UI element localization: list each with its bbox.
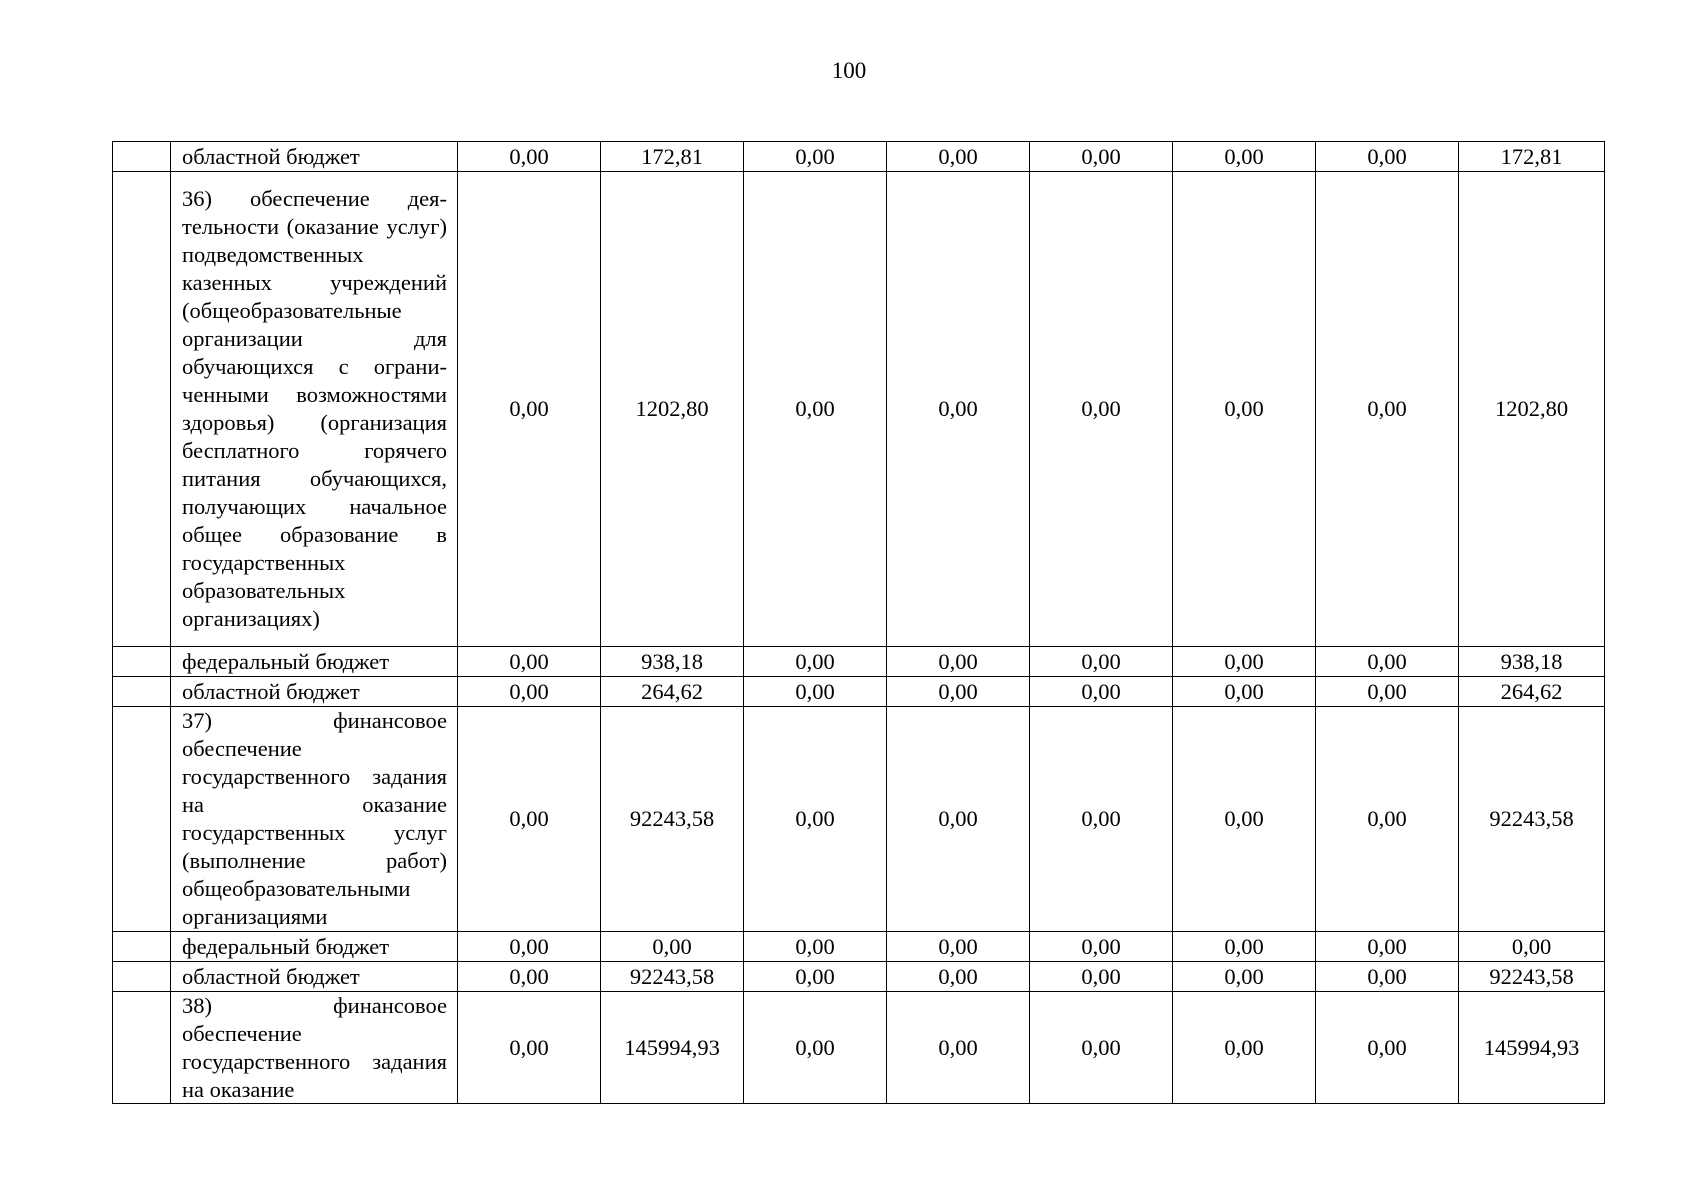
value-cell: 0,00 <box>458 172 601 647</box>
value-cell: 0,00 <box>1030 677 1173 707</box>
table-row <box>113 932 1605 962</box>
value-cell: 0,00 <box>1173 992 1316 1104</box>
value-cell: 0,00 <box>1173 707 1316 932</box>
value-cell: 0,00 <box>887 142 1030 172</box>
budget-table <box>112 141 1605 1104</box>
table-row <box>113 992 1605 1104</box>
value-cell: 0,00 <box>1316 647 1459 677</box>
value-cell: 0,00 <box>887 172 1030 647</box>
value-cell: 0,00 <box>458 707 601 932</box>
row-index-cell <box>113 992 171 1104</box>
value-cell: 0,00 <box>1030 932 1173 962</box>
value-cell: 0,00 <box>887 707 1030 932</box>
value-cell: 1202,80 <box>1459 172 1605 647</box>
value-cell: 0,00 <box>1316 992 1459 1104</box>
value-cell: 0,00 <box>1316 677 1459 707</box>
value-cell: 0,00 <box>1173 647 1316 677</box>
row-index-cell <box>113 707 171 932</box>
row-name-cell <box>171 992 458 1104</box>
table-row <box>113 677 1605 707</box>
value-cell: 0,00 <box>458 677 601 707</box>
value-cell: 92243,58 <box>601 707 744 932</box>
value-cell: 92243,58 <box>1459 707 1605 932</box>
row-name-cell: областной бюджет <box>171 142 458 172</box>
value-cell: 0,00 <box>744 992 887 1104</box>
value-cell: 0,00 <box>1030 647 1173 677</box>
row-name-cell: областной бюджет <box>171 962 458 992</box>
value-cell: 0,00 <box>1316 142 1459 172</box>
value-cell: 0,00 <box>744 707 887 932</box>
value-cell: 0,00 <box>458 992 601 1104</box>
row-name-cell: 37) финансовое обеспечение государственного задания на оказание государственных услуг (выполнение работ) общеобразовательными организациями <box>171 707 458 932</box>
value-cell: 938,18 <box>601 647 744 677</box>
value-cell: 0,00 <box>458 962 601 992</box>
row-name-cell: федеральный бюджет <box>171 647 458 677</box>
value-cell: 0,00 <box>1173 932 1316 962</box>
table-row <box>113 142 1605 172</box>
row-name-cell: 36) обеспечение деятельности (оказание услуг) подведомственных казенных учреждений (общеобразовательные организации для обучающихся с ограниченными возможностями здоровья) (организация бесплатного горячего питания обучающихся, получающих начальное общее образование в государственных образовательных организациях) <box>171 172 458 647</box>
value-cell: 0,00 <box>887 992 1030 1104</box>
value-cell: 0,00 <box>1173 677 1316 707</box>
value-cell: 0,00 <box>458 142 601 172</box>
value-cell: 0,00 <box>744 962 887 992</box>
row-index-cell <box>113 962 171 992</box>
value-cell: 0,00 <box>1316 962 1459 992</box>
value-cell: 0,00 <box>1316 172 1459 647</box>
table-row <box>113 962 1605 992</box>
row-name-cell: областной бюджет <box>171 677 458 707</box>
value-cell: 92243,58 <box>601 962 744 992</box>
value-cell: 1202,80 <box>601 172 744 647</box>
value-cell: 172,81 <box>601 142 744 172</box>
table-row <box>113 647 1605 677</box>
value-cell: 0,00 <box>1316 707 1459 932</box>
value-cell: 0,00 <box>601 932 744 962</box>
value-cell: 0,00 <box>887 962 1030 992</box>
value-cell: 145994,93 <box>1459 992 1605 1104</box>
value-cell: 938,18 <box>1459 647 1605 677</box>
row-index-cell <box>113 172 171 647</box>
row-name-cell: федеральный бюджет <box>171 932 458 962</box>
value-cell: 172,81 <box>1459 142 1605 172</box>
value-cell: 0,00 <box>458 932 601 962</box>
row-index-cell <box>113 932 171 962</box>
value-cell: 0,00 <box>1173 142 1316 172</box>
value-cell: 0,00 <box>744 677 887 707</box>
value-cell: 264,62 <box>1459 677 1605 707</box>
value-cell: 0,00 <box>744 142 887 172</box>
value-cell: 0,00 <box>1030 142 1173 172</box>
row-name-text: 38) финансовое обеспечение государственного задания на оказание <box>182 993 447 1102</box>
value-cell: 0,00 <box>887 647 1030 677</box>
row-index-cell <box>113 677 171 707</box>
value-cell: 0,00 <box>1030 707 1173 932</box>
value-cell: 0,00 <box>1173 172 1316 647</box>
table-row <box>113 707 1605 932</box>
value-cell: 264,62 <box>601 677 744 707</box>
value-cell: 0,00 <box>744 932 887 962</box>
value-cell: 0,00 <box>1459 932 1605 962</box>
value-cell: 145994,93 <box>601 992 744 1104</box>
value-cell: 0,00 <box>744 647 887 677</box>
row-index-cell <box>113 142 171 172</box>
value-cell: 0,00 <box>744 172 887 647</box>
row-index-cell <box>113 647 171 677</box>
value-cell: 0,00 <box>1030 992 1173 1104</box>
value-cell: 0,00 <box>1030 962 1173 992</box>
value-cell: 92243,58 <box>1459 962 1605 992</box>
value-cell: 0,00 <box>458 647 601 677</box>
value-cell: 0,00 <box>887 677 1030 707</box>
value-cell: 0,00 <box>1173 962 1316 992</box>
value-cell: 0,00 <box>1030 172 1173 647</box>
page-number: 100 <box>831 58 867 83</box>
table-row <box>113 172 1605 647</box>
value-cell: 0,00 <box>887 932 1030 962</box>
value-cell: 0,00 <box>1316 932 1459 962</box>
